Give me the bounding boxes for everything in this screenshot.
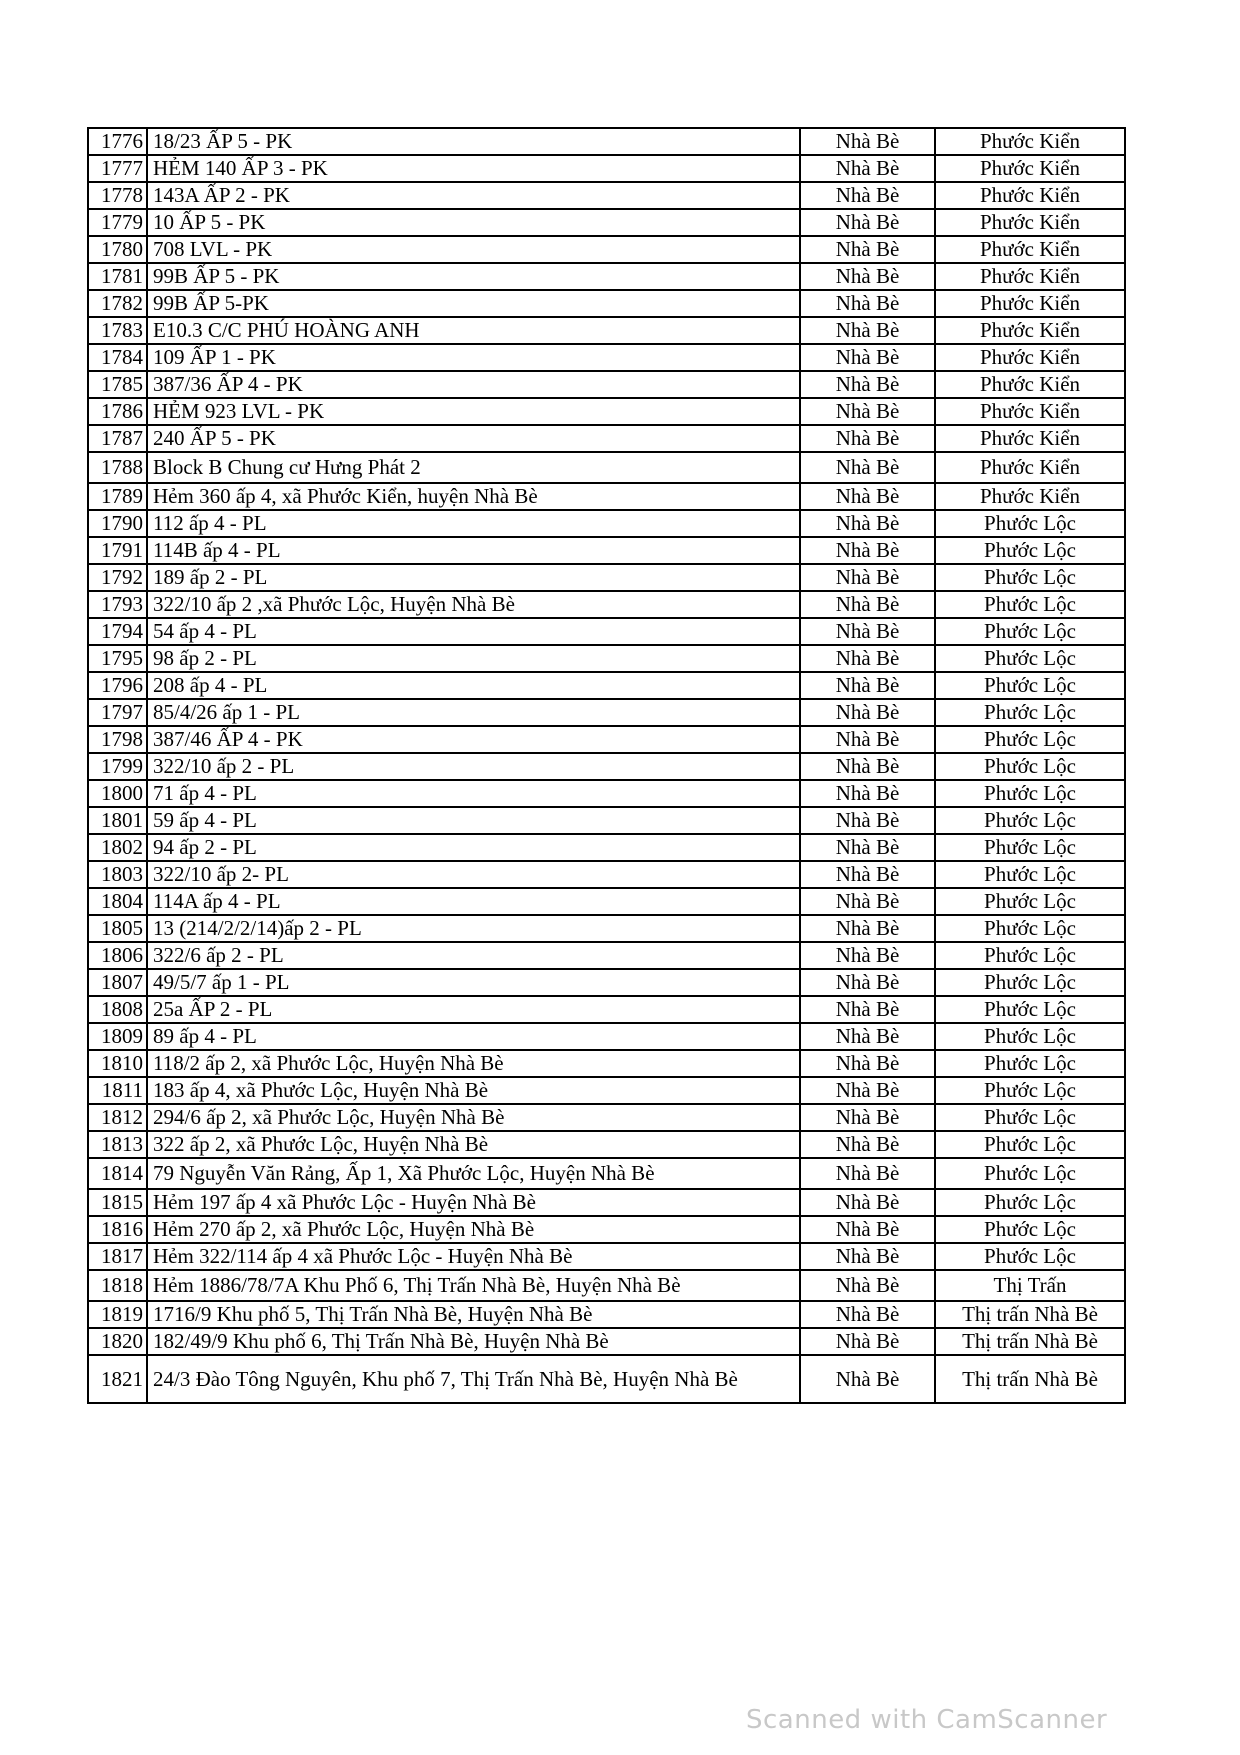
district-cell: Nhà Bè bbox=[800, 834, 935, 861]
ward-cell: Phước Lộc bbox=[935, 1216, 1125, 1243]
district-cell: Nhà Bè bbox=[800, 807, 935, 834]
address-cell: 208 ấp 4 - PL bbox=[147, 672, 800, 699]
address-cell: 322/6 ấp 2 - PL bbox=[147, 942, 800, 969]
district-cell: Nhà Bè bbox=[800, 753, 935, 780]
table-row bbox=[88, 672, 1125, 699]
address-cell: 94 ấp 2 - PL bbox=[147, 834, 800, 861]
address-cell: 71 ấp 4 - PL bbox=[147, 780, 800, 807]
district-cell: Nhà Bè bbox=[800, 618, 935, 645]
address-cell: 99B ẤP 5-PK bbox=[147, 290, 800, 317]
table-row bbox=[88, 942, 1125, 969]
address-cell: Hẻm 197 ấp 4 xã Phước Lộc - Huyện Nhà Bè bbox=[147, 1189, 800, 1216]
row-number-cell: 1814 bbox=[88, 1158, 147, 1189]
row-number-cell: 1805 bbox=[88, 915, 147, 942]
ward-cell: Phước Lộc bbox=[935, 780, 1125, 807]
district-cell: Nhà Bè bbox=[800, 1301, 935, 1328]
table-row bbox=[88, 1328, 1125, 1355]
row-number-cell: 1820 bbox=[88, 1328, 147, 1355]
table-row bbox=[88, 537, 1125, 564]
table-row bbox=[88, 1158, 1125, 1189]
address-cell: 182/49/9 Khu phố 6, Thị Trấn Nhà Bè, Huyện Nhà Bè bbox=[147, 1328, 800, 1355]
ward-cell: Phước Kiển bbox=[935, 371, 1125, 398]
ward-cell: Phước Kiển bbox=[935, 425, 1125, 452]
ward-cell: Phước Lộc bbox=[935, 564, 1125, 591]
row-number-cell: 1783 bbox=[88, 317, 147, 344]
district-cell: Nhà Bè bbox=[800, 510, 935, 537]
row-number-cell: 1821 bbox=[88, 1355, 147, 1403]
table-row bbox=[88, 236, 1125, 263]
row-number-cell: 1800 bbox=[88, 780, 147, 807]
ward-cell: Thị trấn Nhà Bè bbox=[935, 1355, 1125, 1403]
district-cell: Nhà Bè bbox=[800, 645, 935, 672]
ward-cell: Phước Lộc bbox=[935, 1189, 1125, 1216]
table-row bbox=[88, 1189, 1125, 1216]
ward-cell: Phước Lộc bbox=[935, 1023, 1125, 1050]
address-cell: 24/3 Đào Tông Nguyên, Khu phố 7, Thị Trấn Nhà Bè, Huyện Nhà Bè bbox=[147, 1355, 800, 1403]
address-cell: 99B ẤP 5 - PK bbox=[147, 263, 800, 290]
ward-cell: Phước Kiển bbox=[935, 290, 1125, 317]
ward-cell: Phước Lộc bbox=[935, 1158, 1125, 1189]
row-number-cell: 1818 bbox=[88, 1270, 147, 1301]
address-cell: 294/6 ấp 2, xã Phước Lộc, Huyện Nhà Bè bbox=[147, 1104, 800, 1131]
table-row bbox=[88, 753, 1125, 780]
district-cell: Nhà Bè bbox=[800, 128, 935, 155]
ward-cell: Phước Lộc bbox=[935, 1050, 1125, 1077]
ward-cell: Phước Lộc bbox=[935, 996, 1125, 1023]
district-cell: Nhà Bè bbox=[800, 263, 935, 290]
row-number-cell: 1809 bbox=[88, 1023, 147, 1050]
table-row bbox=[88, 564, 1125, 591]
address-cell: Hẻm 322/114 ấp 4 xã Phước Lộc - Huyện Nhà Bè bbox=[147, 1243, 800, 1270]
ward-cell: Phước Lộc bbox=[935, 915, 1125, 942]
row-number-cell: 1807 bbox=[88, 969, 147, 996]
district-cell: Nhà Bè bbox=[800, 236, 935, 263]
ward-cell: Phước Lộc bbox=[935, 1104, 1125, 1131]
table-row bbox=[88, 1301, 1125, 1328]
address-cell: 189 ấp 2 - PL bbox=[147, 564, 800, 591]
ward-cell: Phước Kiển bbox=[935, 128, 1125, 155]
address-cell: 112 ấp 4 - PL bbox=[147, 510, 800, 537]
row-number-cell: 1815 bbox=[88, 1189, 147, 1216]
district-cell: Nhà Bè bbox=[800, 915, 935, 942]
address-cell: 118/2 ấp 2, xã Phước Lộc, Huyện Nhà Bè bbox=[147, 1050, 800, 1077]
row-number-cell: 1790 bbox=[88, 510, 147, 537]
table-row bbox=[88, 344, 1125, 371]
table-row bbox=[88, 1023, 1125, 1050]
district-cell: Nhà Bè bbox=[800, 1243, 935, 1270]
address-cell: Hẻm 1886/78/7A Khu Phố 6, Thị Trấn Nhà Bè, Huyện Nhà Bè bbox=[147, 1270, 800, 1301]
address-cell: 387/36 ẤP 4 - PK bbox=[147, 371, 800, 398]
table-row bbox=[88, 726, 1125, 753]
row-number-cell: 1786 bbox=[88, 398, 147, 425]
table-row bbox=[88, 807, 1125, 834]
district-cell: Nhà Bè bbox=[800, 344, 935, 371]
row-number-cell: 1778 bbox=[88, 182, 147, 209]
row-number-cell: 1819 bbox=[88, 1301, 147, 1328]
district-cell: Nhà Bè bbox=[800, 1216, 935, 1243]
address-table bbox=[87, 127, 1126, 1404]
table-row bbox=[88, 398, 1125, 425]
ward-cell: Phước Lộc bbox=[935, 726, 1125, 753]
district-cell: Nhà Bè bbox=[800, 564, 935, 591]
table-row bbox=[88, 834, 1125, 861]
address-cell: 59 ấp 4 - PL bbox=[147, 807, 800, 834]
district-cell: Nhà Bè bbox=[800, 969, 935, 996]
address-cell: 387/46 ẤP 4 - PK bbox=[147, 726, 800, 753]
ward-cell: Phước Lộc bbox=[935, 618, 1125, 645]
address-cell: 18/23 ẤP 5 - PK bbox=[147, 128, 800, 155]
ward-cell: Phước Kiển bbox=[935, 155, 1125, 182]
ward-cell: Phước Kiển bbox=[935, 182, 1125, 209]
address-cell: 109 ẤP 1 - PK bbox=[147, 344, 800, 371]
address-cell: 183 ấp 4, xã Phước Lộc, Huyện Nhà Bè bbox=[147, 1077, 800, 1104]
ward-cell: Phước Kiển bbox=[935, 344, 1125, 371]
table-row bbox=[88, 290, 1125, 317]
district-cell: Nhà Bè bbox=[800, 1355, 935, 1403]
address-cell: 322/10 ấp 2- PL bbox=[147, 861, 800, 888]
ward-cell: Phước Lộc bbox=[935, 1243, 1125, 1270]
ward-cell: Thị trấn Nhà Bè bbox=[935, 1328, 1125, 1355]
table-row bbox=[88, 263, 1125, 290]
row-number-cell: 1801 bbox=[88, 807, 147, 834]
ward-cell: Phước Lộc bbox=[935, 1131, 1125, 1158]
ward-cell: Phước Lộc bbox=[935, 942, 1125, 969]
address-table-body bbox=[88, 128, 1125, 1403]
row-number-cell: 1795 bbox=[88, 645, 147, 672]
table-row bbox=[88, 1243, 1125, 1270]
ward-cell: Phước Lộc bbox=[935, 834, 1125, 861]
row-number-cell: 1776 bbox=[88, 128, 147, 155]
table-row bbox=[88, 371, 1125, 398]
district-cell: Nhà Bè bbox=[800, 942, 935, 969]
ward-cell: Phước Lộc bbox=[935, 969, 1125, 996]
row-number-cell: 1812 bbox=[88, 1104, 147, 1131]
table-row bbox=[88, 209, 1125, 236]
address-cell: Hẻm 360 ấp 4, xã Phước Kiển, huyện Nhà Bè bbox=[147, 483, 800, 510]
address-cell: E10.3 C/C PHÚ HOÀNG ANH bbox=[147, 317, 800, 344]
table-row bbox=[88, 645, 1125, 672]
table-row bbox=[88, 1355, 1125, 1403]
address-cell: 89 ấp 4 - PL bbox=[147, 1023, 800, 1050]
row-number-cell: 1781 bbox=[88, 263, 147, 290]
address-cell: 322 ấp 2, xã Phước Lộc, Huyện Nhà Bè bbox=[147, 1131, 800, 1158]
table-row bbox=[88, 1104, 1125, 1131]
row-number-cell: 1782 bbox=[88, 290, 147, 317]
district-cell: Nhà Bè bbox=[800, 182, 935, 209]
district-cell: Nhà Bè bbox=[800, 1050, 935, 1077]
address-cell: 240 ẤP 5 - PK bbox=[147, 425, 800, 452]
table-row bbox=[88, 861, 1125, 888]
table-row bbox=[88, 618, 1125, 645]
row-number-cell: 1799 bbox=[88, 753, 147, 780]
district-cell: Nhà Bè bbox=[800, 591, 935, 618]
ward-cell: Phước Kiển bbox=[935, 209, 1125, 236]
ward-cell: Phước Lộc bbox=[935, 861, 1125, 888]
district-cell: Nhà Bè bbox=[800, 699, 935, 726]
district-cell: Nhà Bè bbox=[800, 1077, 935, 1104]
district-cell: Nhà Bè bbox=[800, 155, 935, 182]
table-row bbox=[88, 780, 1125, 807]
district-cell: Nhà Bè bbox=[800, 1104, 935, 1131]
table-row bbox=[88, 699, 1125, 726]
address-cell: 708 LVL - PK bbox=[147, 236, 800, 263]
address-cell: Block B Chung cư Hưng Phát 2 bbox=[147, 452, 800, 483]
row-number-cell: 1788 bbox=[88, 452, 147, 483]
table-row bbox=[88, 996, 1125, 1023]
scanner-watermark: Scanned with CamScanner bbox=[746, 1705, 1108, 1735]
ward-cell: Phước Lộc bbox=[935, 807, 1125, 834]
address-cell: 13 (214/2/2/14)ấp 2 - PL bbox=[147, 915, 800, 942]
ward-cell: Phước Lộc bbox=[935, 699, 1125, 726]
table-row bbox=[88, 510, 1125, 537]
row-number-cell: 1794 bbox=[88, 618, 147, 645]
district-cell: Nhà Bè bbox=[800, 672, 935, 699]
table-row bbox=[88, 591, 1125, 618]
district-cell: Nhà Bè bbox=[800, 425, 935, 452]
row-number-cell: 1797 bbox=[88, 699, 147, 726]
address-cell: 25a ẤP 2 - PL bbox=[147, 996, 800, 1023]
district-cell: Nhà Bè bbox=[800, 726, 935, 753]
table-row bbox=[88, 1270, 1125, 1301]
row-number-cell: 1798 bbox=[88, 726, 147, 753]
district-cell: Nhà Bè bbox=[800, 1023, 935, 1050]
district-cell: Nhà Bè bbox=[800, 1131, 935, 1158]
table-row bbox=[88, 1050, 1125, 1077]
row-number-cell: 1808 bbox=[88, 996, 147, 1023]
row-number-cell: 1816 bbox=[88, 1216, 147, 1243]
district-cell: Nhà Bè bbox=[800, 209, 935, 236]
table-row bbox=[88, 452, 1125, 483]
address-cell: 98 ấp 2 - PL bbox=[147, 645, 800, 672]
address-table-container bbox=[87, 127, 1124, 1404]
district-cell: Nhà Bè bbox=[800, 780, 935, 807]
ward-cell: Phước Lộc bbox=[935, 672, 1125, 699]
address-cell: 10 ẤP 5 - PK bbox=[147, 209, 800, 236]
ward-cell: Phước Lộc bbox=[935, 888, 1125, 915]
ward-cell: Phước Lộc bbox=[935, 753, 1125, 780]
district-cell: Nhà Bè bbox=[800, 1189, 935, 1216]
ward-cell: Phước Kiển bbox=[935, 317, 1125, 344]
row-number-cell: 1802 bbox=[88, 834, 147, 861]
ward-cell: Phước Kiển bbox=[935, 398, 1125, 425]
district-cell: Nhà Bè bbox=[800, 1158, 935, 1189]
address-cell: 85/4/26 ấp 1 - PL bbox=[147, 699, 800, 726]
table-row bbox=[88, 1131, 1125, 1158]
address-cell: Hẻm 270 ấp 2, xã Phước Lộc, Huyện Nhà Bè bbox=[147, 1216, 800, 1243]
table-row bbox=[88, 915, 1125, 942]
district-cell: Nhà Bè bbox=[800, 483, 935, 510]
row-number-cell: 1793 bbox=[88, 591, 147, 618]
address-cell: 143A ẤP 2 - PK bbox=[147, 182, 800, 209]
ward-cell: Phước Kiển bbox=[935, 483, 1125, 510]
ward-cell: Phước Lộc bbox=[935, 591, 1125, 618]
district-cell: Nhà Bè bbox=[800, 1328, 935, 1355]
district-cell: Nhà Bè bbox=[800, 398, 935, 425]
ward-cell: Phước Kiển bbox=[935, 236, 1125, 263]
address-cell: 322/10 ấp 2 - PL bbox=[147, 753, 800, 780]
ward-cell: Phước Lộc bbox=[935, 645, 1125, 672]
address-cell: 114B ấp 4 - PL bbox=[147, 537, 800, 564]
row-number-cell: 1787 bbox=[88, 425, 147, 452]
district-cell: Nhà Bè bbox=[800, 452, 935, 483]
row-number-cell: 1803 bbox=[88, 861, 147, 888]
ward-cell: Phước Kiển bbox=[935, 263, 1125, 290]
table-row bbox=[88, 1077, 1125, 1104]
row-number-cell: 1780 bbox=[88, 236, 147, 263]
row-number-cell: 1784 bbox=[88, 344, 147, 371]
row-number-cell: 1813 bbox=[88, 1131, 147, 1158]
table-row bbox=[88, 317, 1125, 344]
ward-cell: Thị Trấn bbox=[935, 1270, 1125, 1301]
ward-cell: Phước Lộc bbox=[935, 510, 1125, 537]
row-number-cell: 1804 bbox=[88, 888, 147, 915]
row-number-cell: 1791 bbox=[88, 537, 147, 564]
row-number-cell: 1785 bbox=[88, 371, 147, 398]
row-number-cell: 1806 bbox=[88, 942, 147, 969]
address-cell: 322/10 ấp 2 ,xã Phước Lộc, Huyện Nhà Bè bbox=[147, 591, 800, 618]
address-cell: 79 Nguyễn Văn Rảng, Ấp 1, Xã Phước Lộc, Huyện Nhà Bè bbox=[147, 1158, 800, 1189]
row-number-cell: 1796 bbox=[88, 672, 147, 699]
table-row bbox=[88, 155, 1125, 182]
table-row bbox=[88, 888, 1125, 915]
district-cell: Nhà Bè bbox=[800, 861, 935, 888]
address-cell: HẺM 140 ẤP 3 - PK bbox=[147, 155, 800, 182]
row-number-cell: 1817 bbox=[88, 1243, 147, 1270]
row-number-cell: 1811 bbox=[88, 1077, 147, 1104]
table-row bbox=[88, 128, 1125, 155]
address-cell: HẺM 923 LVL - PK bbox=[147, 398, 800, 425]
table-row bbox=[88, 969, 1125, 996]
table-row bbox=[88, 182, 1125, 209]
row-number-cell: 1810 bbox=[88, 1050, 147, 1077]
table-row bbox=[88, 425, 1125, 452]
district-cell: Nhà Bè bbox=[800, 371, 935, 398]
ward-cell: Phước Lộc bbox=[935, 1077, 1125, 1104]
address-cell: 114A ấp 4 - PL bbox=[147, 888, 800, 915]
table-row bbox=[88, 1216, 1125, 1243]
district-cell: Nhà Bè bbox=[800, 996, 935, 1023]
district-cell: Nhà Bè bbox=[800, 290, 935, 317]
ward-cell: Thị trấn Nhà Bè bbox=[935, 1301, 1125, 1328]
address-cell: 1716/9 Khu phố 5, Thị Trấn Nhà Bè, Huyện Nhà Bè bbox=[147, 1301, 800, 1328]
row-number-cell: 1777 bbox=[88, 155, 147, 182]
district-cell: Nhà Bè bbox=[800, 1270, 935, 1301]
row-number-cell: 1789 bbox=[88, 483, 147, 510]
district-cell: Nhà Bè bbox=[800, 888, 935, 915]
district-cell: Nhà Bè bbox=[800, 537, 935, 564]
row-number-cell: 1792 bbox=[88, 564, 147, 591]
address-cell: 54 ấp 4 - PL bbox=[147, 618, 800, 645]
table-row bbox=[88, 483, 1125, 510]
ward-cell: Phước Lộc bbox=[935, 537, 1125, 564]
ward-cell: Phước Kiển bbox=[935, 452, 1125, 483]
row-number-cell: 1779 bbox=[88, 209, 147, 236]
district-cell: Nhà Bè bbox=[800, 317, 935, 344]
address-cell: 49/5/7 ấp 1 - PL bbox=[147, 969, 800, 996]
